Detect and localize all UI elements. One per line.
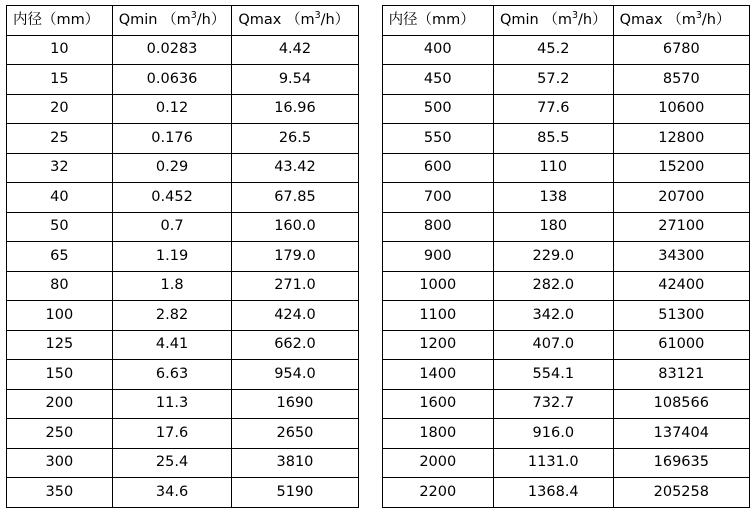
cell-inner-diameter: 80 xyxy=(7,271,113,301)
table-row xyxy=(7,65,359,95)
cell-inner-diameter: 1000 xyxy=(382,271,493,301)
table-row xyxy=(382,124,749,154)
cell-inner-diameter: 2200 xyxy=(382,478,493,508)
cell-inner-diameter: 20 xyxy=(7,94,113,124)
table-row xyxy=(382,478,749,508)
cell-qmax: 3810 xyxy=(232,448,358,478)
cell-qmin: 85.5 xyxy=(493,124,613,154)
cell-qmin: 17.6 xyxy=(112,419,232,449)
cell-qmax: 20700 xyxy=(613,183,749,213)
column-header-qmax: Qmax $(m^3/h)$ xyxy=(232,6,358,36)
table-header-row xyxy=(382,6,749,36)
cell-inner-diameter: 400 xyxy=(382,35,493,65)
cell-qmax: 67.85 xyxy=(232,183,358,213)
cell-inner-diameter: 65 xyxy=(7,242,113,272)
cell-qmin: 282.0 xyxy=(493,271,613,301)
cell-inner-diameter: 350 xyxy=(7,478,113,508)
cell-inner-diameter: 1600 xyxy=(382,389,493,419)
cell-qmin: 1.19 xyxy=(112,242,232,272)
column-header-inner-diameter: 内径（mm） xyxy=(382,6,493,36)
cell-qmin: 180 xyxy=(493,212,613,242)
table-row xyxy=(7,360,359,390)
table-row xyxy=(7,35,359,65)
table-row xyxy=(382,242,749,272)
cell-qmin: 0.452 xyxy=(112,183,232,213)
table-row xyxy=(382,389,749,419)
cell-qmax: 43.42 xyxy=(232,153,358,183)
cell-qmin: 6.63 xyxy=(112,360,232,390)
cell-inner-diameter: 50 xyxy=(7,212,113,242)
cell-inner-diameter: 125 xyxy=(7,330,113,360)
table-row xyxy=(7,153,359,183)
table-row xyxy=(382,65,749,95)
cell-qmin: 1368.4 xyxy=(493,478,613,508)
cell-qmin: 0.176 xyxy=(112,124,232,154)
table-row xyxy=(7,478,359,508)
cell-qmax: 10600 xyxy=(613,94,749,124)
cell-qmax: 271.0 xyxy=(232,271,358,301)
table-row xyxy=(382,183,749,213)
cell-qmax: 160.0 xyxy=(232,212,358,242)
cell-qmax: 27100 xyxy=(613,212,749,242)
cell-qmax: 2650 xyxy=(232,419,358,449)
cell-qmax: 8570 xyxy=(613,65,749,95)
cell-inner-diameter: 1200 xyxy=(382,330,493,360)
cell-qmin: 11.3 xyxy=(112,389,232,419)
cell-qmin: 732.7 xyxy=(493,389,613,419)
cell-qmax: 205258 xyxy=(613,478,749,508)
cell-inner-diameter: 300 xyxy=(7,448,113,478)
cell-qmin: 229.0 xyxy=(493,242,613,272)
cell-qmin: 110 xyxy=(493,153,613,183)
cell-inner-diameter: 1400 xyxy=(382,360,493,390)
cell-qmin: 1.8 xyxy=(112,271,232,301)
cell-qmin: 4.41 xyxy=(112,330,232,360)
table-row xyxy=(382,330,749,360)
cell-inner-diameter: 2000 xyxy=(382,448,493,478)
cell-inner-diameter: 32 xyxy=(7,153,113,183)
cell-qmin: 138 xyxy=(493,183,613,213)
flow-table-left xyxy=(6,5,359,508)
table-body xyxy=(382,35,749,507)
cell-inner-diameter: 700 xyxy=(382,183,493,213)
cell-inner-diameter: 1800 xyxy=(382,419,493,449)
column-header-qmin: Qmin $(m^3/h)$ xyxy=(493,6,613,36)
cell-qmax: 61000 xyxy=(613,330,749,360)
cell-inner-diameter: 800 xyxy=(382,212,493,242)
cell-inner-diameter: 450 xyxy=(382,65,493,95)
table-row xyxy=(382,271,749,301)
cell-inner-diameter: 500 xyxy=(382,94,493,124)
table-row xyxy=(7,301,359,331)
cell-qmin: 2.82 xyxy=(112,301,232,331)
cell-qmax: 12800 xyxy=(613,124,749,154)
cell-qmax: 26.5 xyxy=(232,124,358,154)
cell-qmin: 77.6 xyxy=(493,94,613,124)
table-row xyxy=(7,419,359,449)
column-header-inner-diameter: 内径（mm） xyxy=(7,6,113,36)
cell-qmin: 0.29 xyxy=(112,153,232,183)
cell-qmax: 108566 xyxy=(613,389,749,419)
cell-inner-diameter: 550 xyxy=(382,124,493,154)
cell-qmin: 342.0 xyxy=(493,301,613,331)
cell-inner-diameter: 40 xyxy=(7,183,113,213)
cell-qmin: 407.0 xyxy=(493,330,613,360)
cell-inner-diameter: 900 xyxy=(382,242,493,272)
table-row xyxy=(7,183,359,213)
table-row xyxy=(7,212,359,242)
table-row xyxy=(382,448,749,478)
cell-qmax: 34300 xyxy=(613,242,749,272)
table-row xyxy=(7,448,359,478)
cell-qmin: 1131.0 xyxy=(493,448,613,478)
cell-inner-diameter: 10 xyxy=(7,35,113,65)
cell-inner-diameter: 600 xyxy=(382,153,493,183)
cell-qmax: 83121 xyxy=(613,360,749,390)
cell-qmax: 169635 xyxy=(613,448,749,478)
cell-qmax: 42400 xyxy=(613,271,749,301)
table-row xyxy=(7,389,359,419)
cell-inner-diameter: 200 xyxy=(7,389,113,419)
cell-qmin: 916.0 xyxy=(493,419,613,449)
cell-inner-diameter: 15 xyxy=(7,65,113,95)
cell-qmin: 0.0636 xyxy=(112,65,232,95)
cell-qmax: 137404 xyxy=(613,419,749,449)
table-header-row xyxy=(7,6,359,36)
cell-qmax: 51300 xyxy=(613,301,749,331)
cell-qmax: 662.0 xyxy=(232,330,358,360)
table-row xyxy=(382,94,749,124)
cell-qmax: 5190 xyxy=(232,478,358,508)
table-row xyxy=(7,124,359,154)
cell-qmin: 0.0283 xyxy=(112,35,232,65)
table-row xyxy=(382,301,749,331)
cell-qmax: 179.0 xyxy=(232,242,358,272)
cell-qmin: 0.7 xyxy=(112,212,232,242)
column-header-qmin: Qmin $(m^3/h)$ xyxy=(112,6,232,36)
cell-qmax: 15200 xyxy=(613,153,749,183)
table-row xyxy=(382,419,749,449)
column-header-qmax: Qmax $(m^3/h)$ xyxy=(613,6,749,36)
flow-table-right xyxy=(382,5,750,508)
table-row xyxy=(7,330,359,360)
cell-qmax: 6780 xyxy=(613,35,749,65)
table-row xyxy=(382,212,749,242)
cell-qmin: 34.6 xyxy=(112,478,232,508)
cell-inner-diameter: 100 xyxy=(7,301,113,331)
cell-inner-diameter: 25 xyxy=(7,124,113,154)
cell-qmax: 424.0 xyxy=(232,301,358,331)
cell-qmax: 16.96 xyxy=(232,94,358,124)
cell-inner-diameter: 150 xyxy=(7,360,113,390)
cell-qmax: 954.0 xyxy=(232,360,358,390)
cell-qmin: 0.12 xyxy=(112,94,232,124)
cell-qmin: 25.4 xyxy=(112,448,232,478)
table-row xyxy=(382,360,749,390)
table-row xyxy=(7,94,359,124)
table-body xyxy=(7,35,359,507)
table-row xyxy=(382,153,749,183)
cell-qmax: 9.54 xyxy=(232,65,358,95)
table-row xyxy=(7,271,359,301)
table-row xyxy=(7,242,359,272)
cell-qmin: 554.1 xyxy=(493,360,613,390)
cell-inner-diameter: 250 xyxy=(7,419,113,449)
table-row xyxy=(382,35,749,65)
cell-qmax: 1690 xyxy=(232,389,358,419)
cell-qmax: 4.42 xyxy=(232,35,358,65)
cell-inner-diameter: 1100 xyxy=(382,301,493,331)
cell-qmin: 45.2 xyxy=(493,35,613,65)
cell-qmin: 57.2 xyxy=(493,65,613,95)
